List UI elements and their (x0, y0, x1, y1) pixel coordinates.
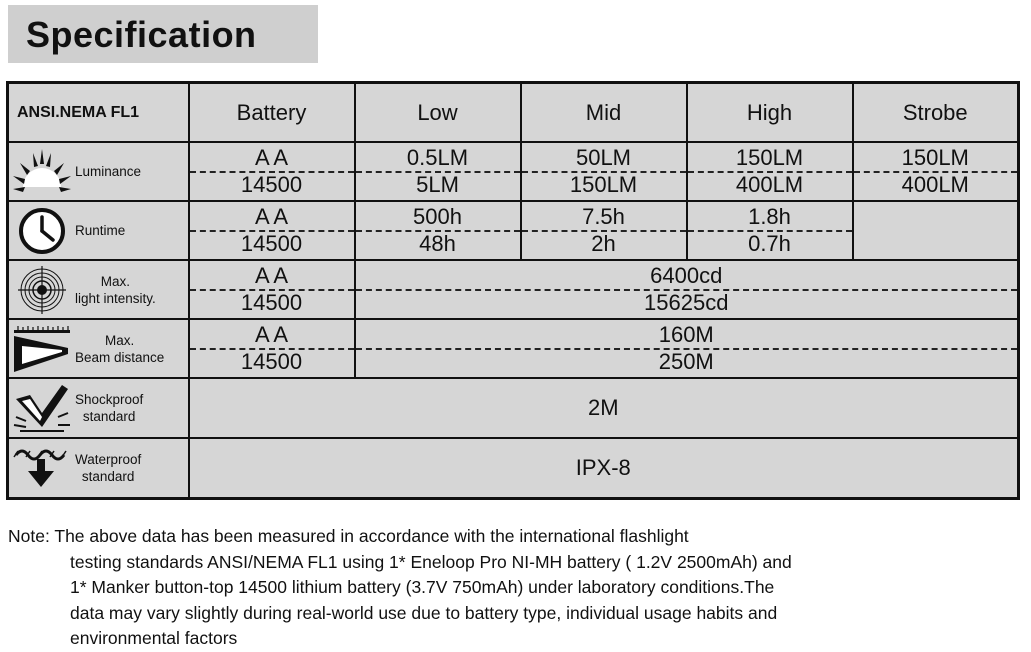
luminance-strobe-aa: 150LM (854, 143, 1018, 173)
intensity-aa: 6400cd (356, 261, 1018, 291)
title-banner (8, 5, 318, 63)
waterproof-label-line1: Waterproof (75, 452, 142, 467)
shockproof-label (75, 391, 143, 425)
luminance-mid-aa: 50LM (522, 143, 686, 173)
beam-battery (189, 319, 355, 378)
runtime-strobe-empty (853, 201, 1019, 260)
waterproof-label (75, 451, 141, 485)
runtime-high-14500: 0.7h (748, 231, 791, 257)
runtime-high-aa: 1.8h (688, 202, 852, 232)
page-title: Specification (26, 14, 257, 55)
waterproof-icon (9, 441, 75, 495)
intensity-label-line1: Max. (100, 273, 131, 289)
luminance-label-cell (8, 142, 189, 201)
spec-table (6, 81, 1020, 500)
battery-aa: A A (190, 143, 354, 173)
luminance-low-14500: 5LM (416, 172, 459, 198)
intensity-14500: 15625cd (644, 290, 729, 316)
intensity-value (355, 260, 1019, 319)
header-high: High (687, 83, 853, 143)
runtime-battery (189, 201, 355, 260)
luminance-strobe-14500: 400LM (901, 172, 969, 198)
luminance-mid (521, 142, 687, 201)
battery-14500: 14500 (240, 290, 303, 316)
shockproof-row (8, 378, 1019, 438)
beam-label (75, 332, 164, 366)
luminance-battery (189, 142, 355, 201)
battery-14500: 14500 (240, 349, 303, 375)
luminance-high (687, 142, 853, 201)
note-line-1: Note: The above data has been measured in accordance with the international flashlight (8, 526, 689, 546)
runtime-low (355, 201, 521, 260)
waterproof-row (8, 438, 1019, 499)
waterproof-label-cell (8, 438, 189, 499)
runtime-mid (521, 201, 687, 260)
header-brand: ANSI.NEMA FL1 (8, 83, 189, 143)
runtime-low-aa: 500h (356, 202, 520, 232)
battery-14500: 14500 (240, 231, 303, 257)
intensity-label (75, 273, 156, 307)
beam-aa: 160M (356, 320, 1018, 350)
battery-aa: A A (190, 320, 354, 350)
luminance-row (8, 142, 1019, 201)
runtime-label: Runtime (75, 223, 126, 238)
beam-value (355, 319, 1019, 378)
beam-ruler-icon (9, 322, 75, 376)
note-line-3: 1* Manker button-top 14500 lithium battery (3.7V 750mAh) under laboratory conditions.The (70, 577, 775, 597)
sun-rays-icon (9, 145, 75, 199)
runtime-label-cell (8, 201, 189, 260)
runtime-mid-14500: 2h (591, 231, 616, 257)
header-mid: Mid (521, 83, 687, 143)
luminance-strobe (853, 142, 1019, 201)
shockproof-label-line1: Shockproof (75, 392, 144, 407)
runtime-row (8, 201, 1019, 260)
beam-label-cell (8, 319, 189, 378)
luminance-high-aa: 150LM (688, 143, 852, 173)
header-strobe: Strobe (853, 83, 1019, 143)
waterproof-label-line2: standard (81, 469, 135, 484)
beam-14500: 250M (658, 349, 714, 375)
luminance-mid-14500: 150LM (569, 172, 638, 198)
luminance-label: Luminance (75, 164, 142, 179)
battery-aa: A A (190, 202, 354, 232)
luminance-high-14500: 400LM (735, 172, 804, 198)
shockproof-label-line2: standard (82, 409, 136, 424)
note-line-2: testing standards ANSI/NEMA FL1 using 1* Eneloop Pro NI-MH battery ( 1.2V 2500mAh) and (70, 551, 792, 572)
target-icon (9, 263, 75, 317)
intensity-row (8, 260, 1019, 319)
header-low: Low (355, 83, 521, 143)
beam-label-line1: Max. (105, 332, 135, 348)
waterproof-value: IPX-8 (189, 438, 1019, 499)
runtime-high (687, 201, 853, 260)
header-battery: Battery (189, 83, 355, 143)
battery-14500: 14500 (240, 172, 303, 198)
battery-aa: A A (190, 261, 354, 291)
runtime-mid-aa: 7.5h (522, 202, 686, 232)
note-paragraph (8, 524, 792, 652)
beam-label-line2: Beam distance (75, 349, 165, 365)
shockproof-value: 2M (189, 378, 1019, 438)
header-row (8, 83, 1019, 143)
luminance-low (355, 142, 521, 201)
clock-icon (9, 204, 75, 258)
intensity-battery (189, 260, 355, 319)
shockproof-icon (9, 381, 75, 435)
note-line-5: environmental factors (70, 628, 238, 648)
beam-row (8, 319, 1019, 378)
intensity-label-cell (8, 260, 189, 319)
luminance-low-aa: 0.5LM (356, 143, 520, 173)
intensity-label-line2: light intensity. (75, 290, 156, 306)
runtime-low-14500: 48h (419, 231, 456, 257)
note-line-4: data may vary slightly during real-world use due to battery type, individual usage habits and (70, 602, 778, 623)
shockproof-label-cell (8, 378, 189, 438)
